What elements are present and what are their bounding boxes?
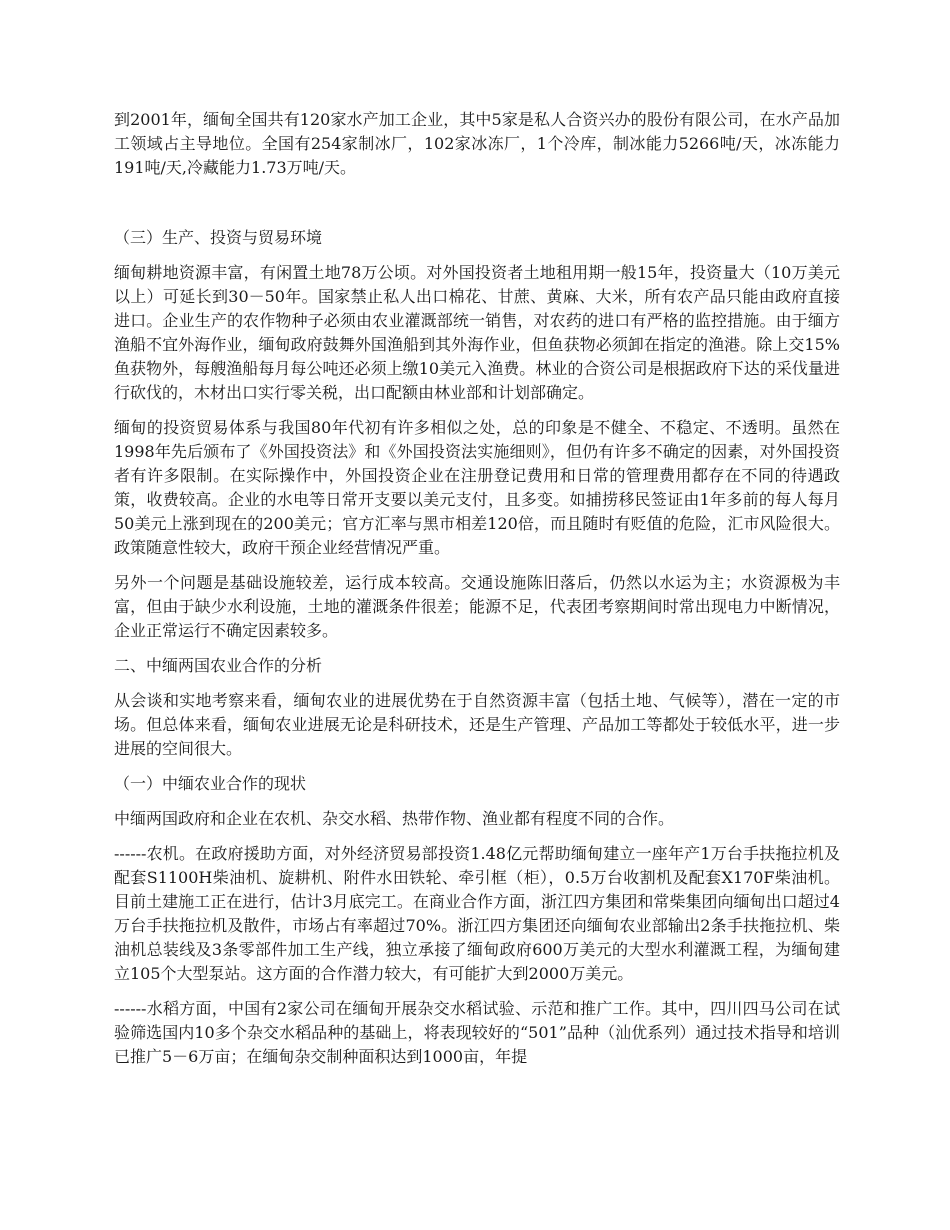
section-heading-production-investment-trade: （三）生产、投资与贸易环境 bbox=[114, 228, 323, 247]
paragraph-infrastructure: 另外一个问题是基础设施较差，运行成本较高。交通设施陈旧落后，仍然以水运为主；水资源极为丰富，但由于缺少水利设施，土地的灌溉条件很差；能源不足，代表团考察期间时常出现电力中断情况，企业正常运行不确定因素较多。 bbox=[114, 573, 840, 640]
section-heading-cooperation-analysis: 二、中缅两国农业合作的分析 bbox=[114, 656, 323, 675]
paragraph-land-resources: 缅甸耕地资源丰富，有闲置土地78万公顷。对外国投资者土地租用期一般15年，投资量大（10万美元以上）可延长到30－50年。国家禁止私人出口棉花、甘蔗、黄麻、大米，所有农产品只能由政府直接进口。企业生产的农作物种子必须由农业灌溉部统一销售，对农药的进口有严格的监控措施。由于缅方渔船不宜外海作业，缅甸政府鼓舞外国渔船到其外海作业，但鱼获物必须卸在指定的渔港。除上交15%鱼获物外，每艘渔船每月每公吨还必须上缴10美元入渔费。林业的合资公司是根据政府下达的采伐量进行砍伐的，木材出口实行零关税，出口配额由林业部和计划部确定。 bbox=[114, 263, 840, 402]
section-heading-cooperation-status: （一）中缅农业合作的现状 bbox=[114, 774, 307, 793]
paragraph-overview: 从会谈和实地考察来看，缅甸农业的进展优势在于自然资源丰富（包括土地、气候等），潜在一定的市场。但总体来看，缅甸农业进展无论是科研技术，还是生产管理、产品加工等都处于较低水平，进一步进展的空间很大。 bbox=[114, 691, 840, 758]
paragraph-aquatic-processing: 到2001年，缅甸全国共有120家水产加工企业，其中5家是私人合资兴办的股份有限公司，在水产品加工领域占主导地位。全国有254家制冰厂，102家冰冻厂，1个冷库，制冰能力5266吨/天，冰冻能力191吨/天,冷藏能力1.73万吨/天。 bbox=[114, 110, 840, 177]
paragraph-cooperation-fields: 中缅两国政府和企业在农机、杂交水稻、热带作物、渔业都有程度不同的合作。 bbox=[114, 809, 675, 828]
paragraph-agricultural-machinery: ------农机。在政府援助方面，对外经济贸易部投资1.48亿元帮助缅甸建立一座年产1万台手扶拖拉机及配套S1100H柴油机、旋耕机、附件水田铁轮、牵引框（柜），0.5万台收割机及配套X170F柴油机。目前土建施工正在进行，估计3月底完工。在商业合作方面，浙江四方集团和常柴集团向缅甸出口超过4万台手扶拖拉机及散件，市场占有率超过70%。浙江四方集团还向缅甸农业部输出2条手扶拖拉机、柴油机总装线及3条零部件加工生产线，独立承接了缅甸政府600万美元的大型水利灌溉工程，为缅甸建立105个大型泵站。这方面的合作潜力较大，有可能扩大到2000万美元。 bbox=[114, 844, 840, 983]
paragraph-rice: ------水稻方面，中国有2家公司在缅甸开展杂交水稻试验、示范和推广工作。其中，四川四马公司在试验筛选国内10多个杂交水稻品种的基础上，将表现较好的“501”品种（汕优系列）通过技术指导和培训已推广5－6万亩；在缅甸杂交制种面积达到1000亩，年提 bbox=[114, 999, 840, 1066]
paragraph-investment-system: 缅甸的投资贸易体系与我国80年代初有许多相似之处，总的印象是不健全、不稳定、不透明。虽然在1998年先后颁布了《外国投资法》和《外国投资法实施细则》，但仍有许多不确定的因素，对外国投资者有许多限制。在实际操作中，外国投资企业在注册登记费用和日常的管理费用都存在不同的待遇政策，收费较高。企业的水电等日常开支要以美元支付，且多变。如捕捞移民签证由1年多前的每人每月50美元上涨到现在的200美元；官方汇率与黑市相差120倍，而且随时有贬值的危险，汇市风险很大。政策随意性较大，政府干预企业经营情况严重。 bbox=[114, 418, 840, 557]
document-page bbox=[114, 108, 840, 1080]
